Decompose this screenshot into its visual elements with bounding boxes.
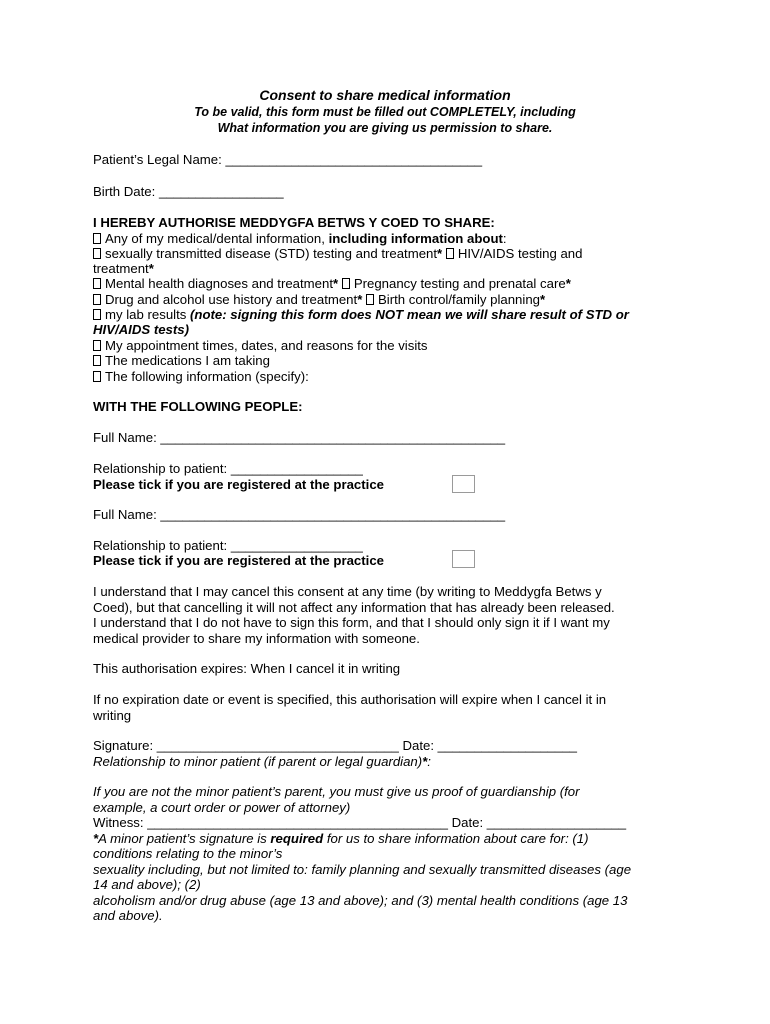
patient-name-field[interactable]: Patient’s Legal Name: ___________________________________ — [93, 152, 483, 167]
option-appointments[interactable]: My appointment times, dates, and reasons for the visits — [93, 338, 428, 354]
terms-line-3: I understand that I do not have to sign this form, and that I should only sign it if I want my — [93, 615, 610, 630]
minor-note-line-4: 14 and above); (2) — [93, 877, 201, 892]
option-std-hiv[interactable]: sexually transmitted disease (STD) testing and treatment* HIV/AIDS testing and — [93, 246, 582, 262]
person-1-full-name-field[interactable]: Full Name: _______________________________________________ — [93, 430, 506, 445]
minor-note-line-3: sexuality including, but not limited to: family planning and sexually transmitted diseases (age — [93, 862, 632, 877]
person-2-registered-checkbox[interactable] — [452, 550, 475, 568]
minor-relationship-field[interactable]: Relationship to minor patient (if parent or legal guardian)*: — [93, 754, 431, 769]
checkbox-icon[interactable] — [93, 233, 101, 244]
person-2-relationship-field[interactable]: Relationship to patient: __________________ — [93, 538, 363, 553]
option-any-medical-info[interactable]: Any of my medical/dental information, including information about: — [93, 231, 507, 247]
checkbox-icon[interactable] — [93, 309, 101, 320]
checkbox-icon[interactable] — [93, 294, 101, 305]
minor-note-line-2: conditions relating to the minor’s — [93, 846, 283, 861]
person-1-tick-label: Please tick if you are registered at the practice — [93, 477, 384, 492]
no-expiry-line-1: If no expiration date or event is specified, this authorisation will expire when I cancel it in — [93, 692, 607, 707]
checkbox-icon[interactable] — [93, 355, 101, 366]
minor-note-line-1: *A minor patient’s signature is required for us to share information about care for: (1) — [93, 831, 589, 846]
option-medications[interactable]: The medications I am taking — [93, 353, 270, 369]
minor-note-line-5: alcoholism and/or drug abuse (age 13 and above); and (3) mental health conditions (age 13 — [93, 893, 628, 908]
minor-note-line-6: and above). — [93, 908, 163, 923]
guardianship-line-1: If you are not the minor patient’s parent, you must give us proof of guardianship (for — [93, 784, 580, 799]
people-heading: WITH THE FOLLOWING PEOPLE: — [93, 399, 303, 414]
checkbox-icon[interactable] — [342, 278, 350, 289]
person-2-full-name-field[interactable]: Full Name: _______________________________________________ — [93, 507, 506, 522]
option-drug-birth-control[interactable]: Drug and alcohol use history and treatment* Birth control/family planning* — [93, 292, 545, 308]
terms-line-2: Coed), but that cancelling it will not affect any information that has already been released. — [93, 600, 615, 615]
authorise-heading: I HEREBY AUTHORISE MEDDYGFA BETWS Y COED TO SHARE: — [93, 215, 495, 230]
witness-date-field[interactable]: Witness: _________________________________________ Date: ___________________ — [93, 815, 627, 830]
no-expiry-line-2: writing — [93, 708, 132, 723]
terms-line-1: I understand that I may cancel this consent at any time (by writing to Meddygfa Betws y — [93, 584, 602, 599]
form-title: Consent to share medical information — [259, 87, 511, 103]
option-specify[interactable]: The following information (specify): — [93, 369, 309, 385]
option-lab-results[interactable]: my lab results (note: signing this form does NOT mean we will share result of STD or — [93, 307, 629, 323]
person-1-relationship-field[interactable]: Relationship to patient: __________________ — [93, 461, 363, 476]
signature-date-field[interactable]: Signature: _________________________________ Date: ___________________ — [93, 738, 578, 753]
checkbox-icon[interactable] — [93, 248, 101, 259]
checkbox-icon[interactable] — [93, 371, 101, 382]
option-std-hiv-continued: treatment* — [93, 261, 154, 276]
form-subtitle-line-2: What information you are giving us permission to share. — [217, 121, 553, 135]
checkbox-icon[interactable] — [366, 294, 374, 305]
expiry-statement: This authorisation expires: When I cancel it in writing — [93, 661, 401, 676]
person-1-registered-checkbox[interactable] — [452, 475, 475, 493]
option-mental-health-pregnancy[interactable]: Mental health diagnoses and treatment* Pregnancy testing and prenatal care* — [93, 276, 571, 292]
checkbox-icon[interactable] — [93, 340, 101, 351]
birth-date-field[interactable]: Birth Date: _________________ — [93, 184, 284, 199]
form-subtitle-line-1: To be valid, this form must be filled out COMPLETELY, including — [194, 105, 576, 119]
guardianship-line-2: example, a court order or power of attorney) — [93, 800, 351, 815]
person-2-tick-label: Please tick if you are registered at the practice — [93, 553, 384, 568]
terms-line-4: medical provider to share my information with someone. — [93, 631, 420, 646]
option-lab-results-continued: HIV/AIDS tests) — [93, 322, 189, 337]
checkbox-icon[interactable] — [93, 278, 101, 289]
checkbox-icon[interactable] — [446, 248, 454, 259]
